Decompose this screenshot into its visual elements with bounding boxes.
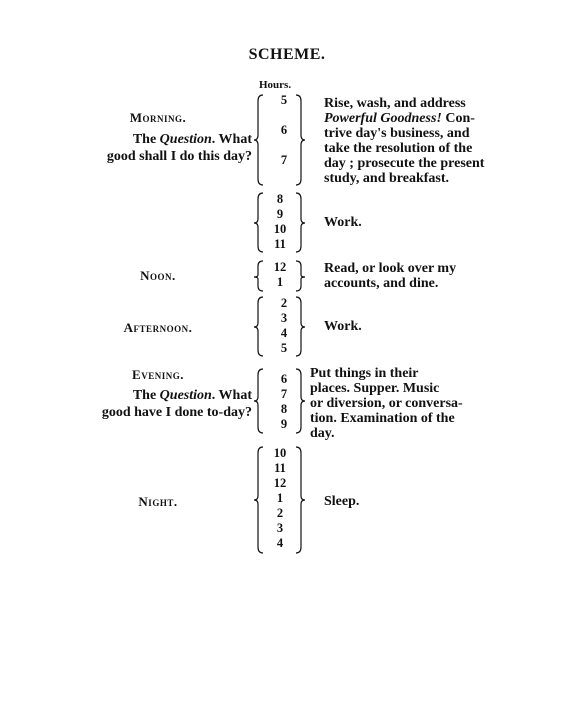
page-title: SCHEME.	[248, 46, 326, 63]
night-hours: 10 11 12 1 2 3 4	[273, 446, 287, 550]
hours-column-header: Hours.	[259, 79, 292, 91]
afternoon-hours: 2 3 4 5	[280, 296, 288, 355]
noon-hours: 12 1	[273, 260, 287, 289]
afternoon-activity: Work.	[324, 319, 362, 334]
work1-hours: 8 9 10 11	[273, 192, 287, 251]
morning-activity: Rise, wash, and address Powerful Goodness! Con- trive day's business, and take the resolution of the day ; prosecute the present study, and breakfast.	[324, 96, 485, 186]
noon-activity: Read, or look over my accounts, and dine.	[324, 261, 457, 291]
period-night: Night.	[138, 494, 178, 509]
period-noon: Noon.	[140, 268, 176, 283]
evening-activity: Put things in their places. Supper. Music or diversion, or conversa- tion. Examination of the day.	[310, 366, 463, 441]
period-afternoon: Afternoon.	[123, 320, 193, 335]
evening-hours: 6 7 8 9	[280, 372, 288, 431]
evening-question: The Question. What good have I done to-day?	[101, 388, 252, 420]
night-activity: Sleep.	[324, 494, 360, 509]
period-evening: Evening.	[132, 367, 184, 382]
work1-activity: Work.	[324, 215, 362, 230]
morning-question: The Question. What good shall I do this day?	[106, 132, 252, 164]
period-morning: Morning.	[129, 110, 187, 125]
morning-hours: 5 6 7	[280, 93, 288, 167]
